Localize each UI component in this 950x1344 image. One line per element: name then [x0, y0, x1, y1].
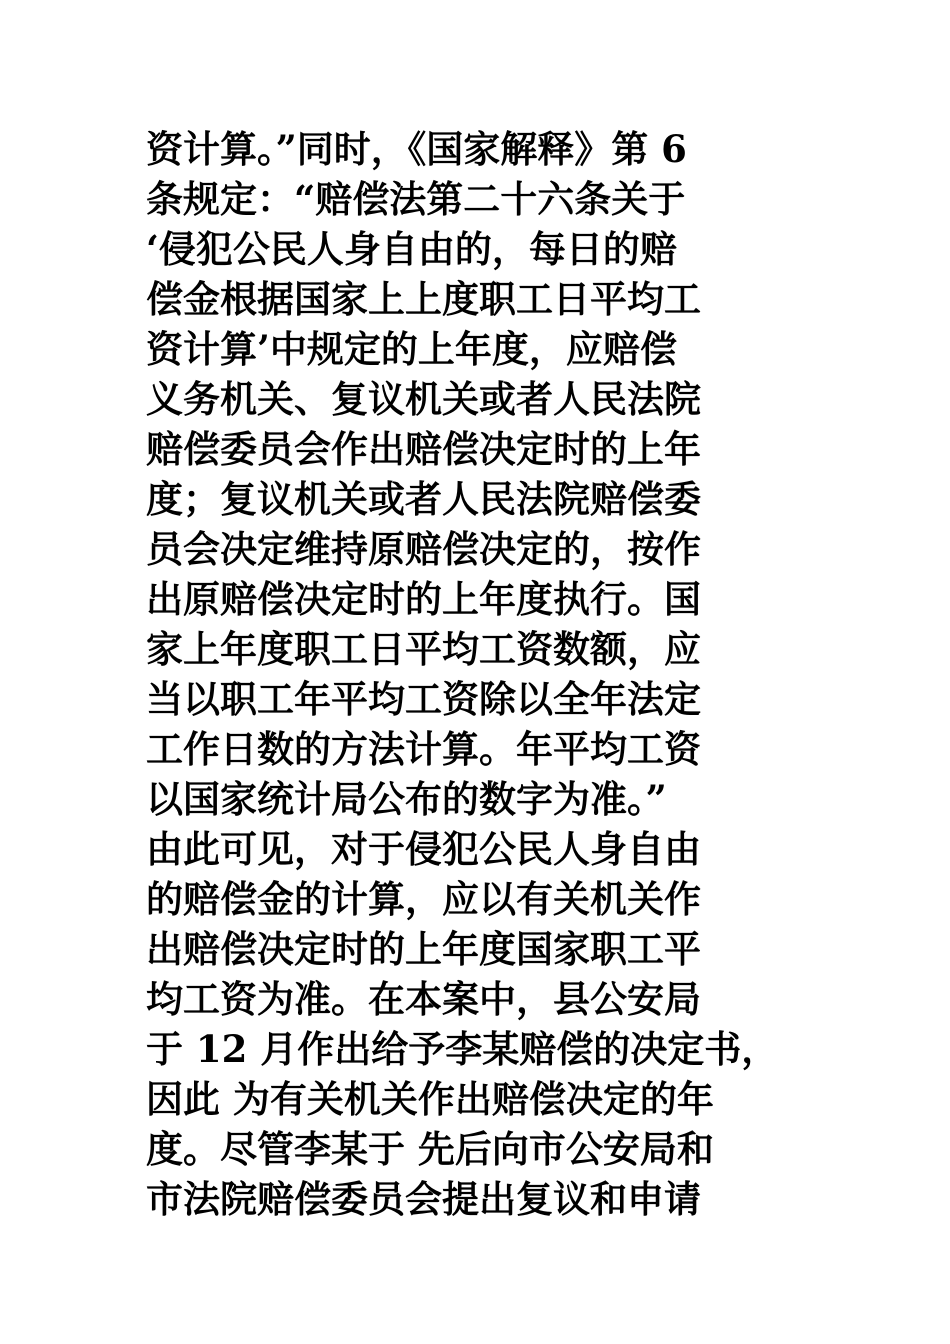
- text-line: 出赔偿决定时的上年度国家职工平: [146, 927, 701, 971]
- text-line: 条规定：“赔偿法第二十六条关于: [146, 177, 686, 221]
- text-line: 均工资为准。在本案中，县公安局: [146, 977, 701, 1021]
- text-line: 资计算’中规定的上年度，应赔偿: [146, 327, 677, 371]
- text-line: 出原赔偿决定时的上年度执行。国: [146, 577, 701, 621]
- text-line: 由此可见，对于侵犯公民人身自由: [146, 827, 701, 871]
- text-line: 员会决定维持原赔偿决定的，按作: [146, 527, 701, 571]
- text-line: 赔偿委员会作出赔偿决定时的上年: [146, 427, 701, 471]
- text-line: 度；复议机关或者人民法院赔偿委: [146, 477, 701, 521]
- text-line: 度。尽管李某于 先后向市公安局和: [146, 1127, 714, 1171]
- text-line: 以国家统计局公布的数字为准。”: [146, 777, 667, 821]
- body-text: [146, 124, 846, 1224]
- text-line: 工作日数的方法计算。年平均工资: [146, 727, 701, 771]
- text-line: 资计算。”同时，《国家解释》第 6: [146, 127, 687, 171]
- text-line: 义务机关、复议机关或者人民法院: [146, 377, 701, 421]
- text-line: ‘侵犯公民人身自由的，每日的赔: [146, 227, 677, 271]
- text-line: 因此 为有关机关作出赔偿决定的年: [146, 1077, 714, 1121]
- text-line: 当以职工年平均工资除以全年法定: [146, 677, 701, 721]
- text-line: 的赔偿金的计算，应以有关机关作: [146, 877, 701, 921]
- text-line: 家上年度职工日平均工资数额，应: [146, 627, 701, 671]
- text-line: 偿金根据国家上上度职工日平均工: [146, 277, 701, 321]
- text-line: 市法院赔偿委员会提出复议和申请: [146, 1177, 701, 1221]
- text-line: 于 12 月作出给予李某赔偿的决定书，: [146, 1027, 779, 1071]
